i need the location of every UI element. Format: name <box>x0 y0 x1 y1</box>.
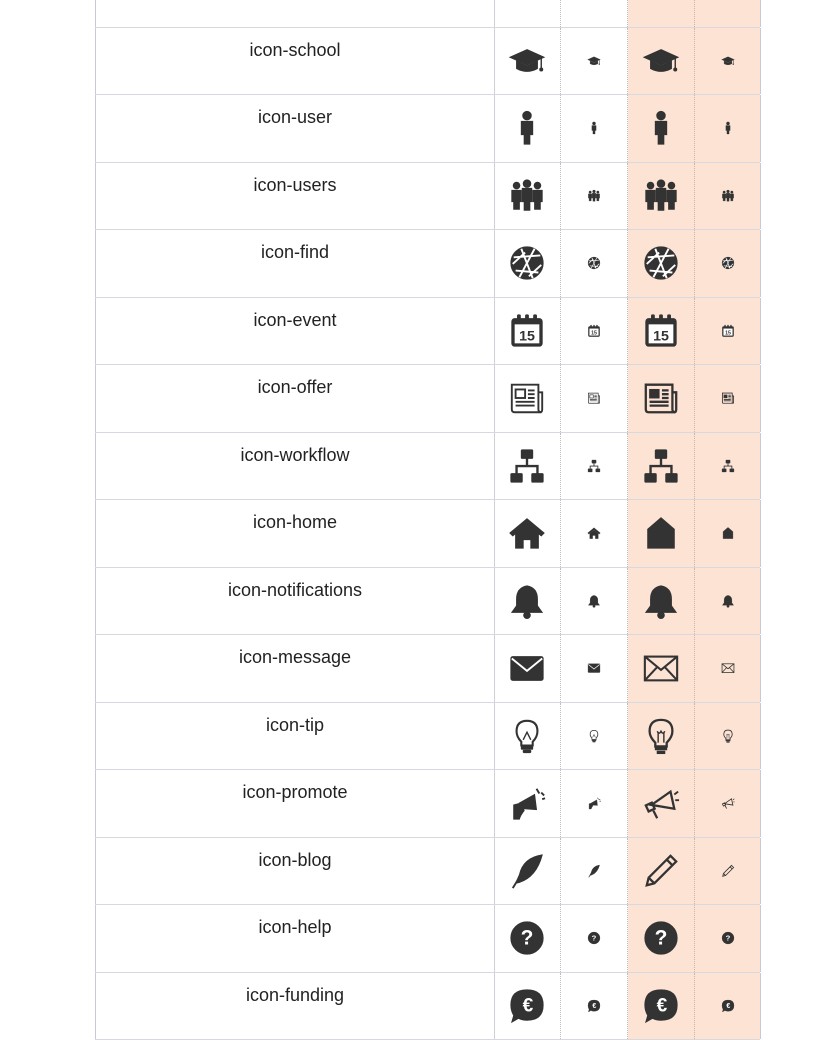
bell-icon <box>721 594 735 608</box>
icon-name-label: icon-blog <box>96 850 494 871</box>
icon-name-label: icon-message <box>96 647 494 668</box>
alt-preview-large-cell <box>628 770 695 837</box>
graduation-cap-icon <box>508 42 546 80</box>
newspaper-outline-icon <box>721 391 735 405</box>
alt-preview-small-cell <box>695 163 761 230</box>
preview-small-cell <box>561 433 628 500</box>
preview-small-cell <box>561 905 628 972</box>
icon-name-cell <box>95 365 495 432</box>
icon-name-cell <box>95 433 495 500</box>
alt-preview-small-cell <box>695 365 761 432</box>
table-row <box>95 163 760 231</box>
icon-name-label: icon-user <box>96 107 494 128</box>
alt-preview-large-cell <box>628 500 695 567</box>
icon-name-label: icon-users <box>96 175 494 196</box>
svg-text:?: ? <box>725 934 730 943</box>
alt-preview-large-cell <box>628 365 695 432</box>
alt-preview-large-cell <box>628 703 695 770</box>
envelope-solid-icon <box>508 649 546 687</box>
graduation-cap-icon <box>721 54 735 68</box>
bell-icon <box>508 582 546 620</box>
feather-icon <box>508 852 546 890</box>
calendar-15-icon <box>508 312 546 350</box>
icon-name-label: icon-find <box>96 242 494 263</box>
icon-table <box>95 0 760 1040</box>
table-row <box>95 95 760 163</box>
preview-small-cell <box>561 298 628 365</box>
preview-large-cell <box>494 28 561 95</box>
preview-large-cell <box>494 838 561 905</box>
newspaper-outline-icon <box>642 379 680 417</box>
alt-preview-large-cell <box>628 298 695 365</box>
icon-name-cell <box>95 95 495 162</box>
calendar-15-icon <box>642 312 680 350</box>
pencil-icon <box>642 852 680 890</box>
euro-bubble-icon <box>508 987 546 1025</box>
question-circle-icon <box>642 919 680 957</box>
table-row <box>95 500 760 568</box>
table-row <box>95 635 760 703</box>
question-circle-icon <box>587 931 601 945</box>
newspaper-icon <box>508 379 546 417</box>
euro-bubble-icon <box>587 999 601 1013</box>
table-row <box>95 973 760 1040</box>
preview-small-cell <box>561 500 628 567</box>
table-row <box>95 298 760 366</box>
house-solid-icon <box>721 526 735 540</box>
icon-name-cell <box>95 0 495 27</box>
svg-text:15: 15 <box>653 328 669 344</box>
globe-network-icon <box>642 244 680 282</box>
alt-preview-large-cell <box>628 433 695 500</box>
preview-large-cell <box>494 433 561 500</box>
svg-text:?: ? <box>521 927 534 950</box>
house-solid-icon <box>642 514 680 552</box>
icon-name-cell <box>95 230 495 297</box>
icon-name-label: icon-tip <box>96 715 494 736</box>
alt-preview-large-cell <box>628 973 695 1040</box>
table-row <box>95 770 760 838</box>
icon-name-cell <box>95 298 495 365</box>
preview-large-cell <box>494 298 561 365</box>
house-icon <box>587 526 601 540</box>
megaphone-outline-icon <box>642 784 680 822</box>
alt-preview-small-cell <box>695 230 761 297</box>
icon-name-label: icon-help <box>96 917 494 938</box>
alt-preview-large-cell <box>628 95 695 162</box>
lightbulb-icon <box>508 717 546 755</box>
alt-preview-small-cell <box>695 0 761 27</box>
preview-small-cell <box>561 635 628 702</box>
question-circle-icon <box>721 931 735 945</box>
alt-preview-small-cell <box>695 95 761 162</box>
icon-name-cell <box>95 973 495 1040</box>
user-icon <box>642 109 680 147</box>
svg-text:€: € <box>592 1003 596 1010</box>
pencil-icon <box>721 864 735 878</box>
alt-preview-large-cell <box>628 28 695 95</box>
icon-name-cell <box>95 770 495 837</box>
table-row <box>95 568 760 636</box>
preview-small-cell <box>561 703 628 770</box>
svg-text:15: 15 <box>519 328 535 344</box>
sitemap-icon <box>508 447 546 485</box>
preview-small-cell <box>561 28 628 95</box>
bell-icon <box>587 594 601 608</box>
globe-network-icon <box>508 244 546 282</box>
alt-preview-large-cell <box>628 905 695 972</box>
table-row <box>95 0 760 28</box>
user-icon <box>587 121 601 135</box>
bell-icon <box>642 582 680 620</box>
icon-name-cell <box>95 568 495 635</box>
icon-name-cell <box>95 703 495 770</box>
icon-name-cell <box>95 163 495 230</box>
table-row <box>95 433 760 501</box>
icon-name-cell <box>95 838 495 905</box>
preview-small-cell <box>561 838 628 905</box>
car-icon <box>642 0 680 12</box>
lightbulb-outline-icon <box>642 717 680 755</box>
preview-large-cell <box>494 500 561 567</box>
preview-small-cell <box>561 163 628 230</box>
preview-large-cell <box>494 770 561 837</box>
graduation-cap-icon <box>587 54 601 68</box>
user-icon <box>508 109 546 147</box>
graduation-cap-icon <box>642 42 680 80</box>
icon-name-label: icon-funding <box>96 985 494 1006</box>
alt-preview-large-cell <box>628 838 695 905</box>
alt-preview-small-cell <box>695 568 761 635</box>
icon-name-cell <box>95 635 495 702</box>
svg-text:€: € <box>726 1003 730 1010</box>
envelope-solid-icon <box>587 661 601 675</box>
icon-name-label: icon-home <box>96 512 494 533</box>
envelope-outline-icon <box>721 661 735 675</box>
svg-text:€: € <box>657 995 668 1016</box>
euro-bubble-icon <box>642 987 680 1025</box>
alt-preview-large-cell <box>628 568 695 635</box>
newspaper-icon <box>587 391 601 405</box>
sitemap-icon <box>721 459 735 473</box>
svg-text:15: 15 <box>725 330 731 336</box>
icon-name-label: icon-workflow <box>96 445 494 466</box>
preview-small-cell <box>561 0 628 27</box>
alt-preview-small-cell <box>695 703 761 770</box>
calendar-15-icon <box>721 324 735 338</box>
table-row <box>95 28 760 96</box>
preview-large-cell <box>494 635 561 702</box>
icon-name-label: icon-school <box>96 40 494 61</box>
alt-preview-small-cell <box>695 500 761 567</box>
svg-text:?: ? <box>655 927 668 950</box>
icon-name-label: icon-offer <box>96 377 494 398</box>
preview-large-cell <box>494 95 561 162</box>
icon-name-cell <box>95 500 495 567</box>
house-icon <box>508 514 546 552</box>
car-icon <box>508 0 546 12</box>
preview-small-cell <box>561 973 628 1040</box>
preview-large-cell <box>494 568 561 635</box>
alt-preview-small-cell <box>695 433 761 500</box>
svg-text:?: ? <box>592 934 597 943</box>
alt-preview-small-cell <box>695 28 761 95</box>
table-row <box>95 230 760 298</box>
megaphone-outline-icon <box>721 796 735 810</box>
user-icon <box>721 121 735 135</box>
alt-preview-small-cell <box>695 298 761 365</box>
alt-preview-large-cell <box>628 635 695 702</box>
preview-large-cell <box>494 365 561 432</box>
preview-large-cell <box>494 163 561 230</box>
euro-bubble-icon <box>721 999 735 1013</box>
preview-small-cell <box>561 230 628 297</box>
question-circle-icon <box>508 919 546 957</box>
icon-name-cell <box>95 905 495 972</box>
sitemap-icon <box>642 447 680 485</box>
table-row <box>95 905 760 973</box>
alt-preview-small-cell <box>695 635 761 702</box>
table-row <box>95 703 760 771</box>
icon-name-cell <box>95 28 495 95</box>
alt-preview-large-cell <box>628 163 695 230</box>
alt-preview-large-cell <box>628 0 695 27</box>
users-icon <box>508 177 546 215</box>
icon-name-label: icon-promote <box>96 782 494 803</box>
calendar-15-icon <box>587 324 601 338</box>
feather-icon <box>587 864 601 878</box>
svg-text:€: € <box>523 995 534 1016</box>
alt-preview-large-cell <box>628 230 695 297</box>
users-icon <box>721 189 735 203</box>
icon-name-label: icon-notifications <box>96 580 494 601</box>
sitemap-icon <box>587 459 601 473</box>
preview-small-cell <box>561 95 628 162</box>
alt-preview-small-cell <box>695 838 761 905</box>
envelope-outline-icon <box>642 649 680 687</box>
alt-preview-small-cell <box>695 973 761 1040</box>
alt-preview-small-cell <box>695 905 761 972</box>
alt-preview-small-cell <box>695 770 761 837</box>
preview-small-cell <box>561 770 628 837</box>
globe-network-icon <box>721 256 735 270</box>
lightbulb-outline-icon <box>721 729 735 743</box>
megaphone-hand-icon <box>587 796 601 810</box>
preview-small-cell <box>561 365 628 432</box>
lightbulb-icon <box>587 729 601 743</box>
globe-network-icon <box>587 256 601 270</box>
preview-small-cell <box>561 568 628 635</box>
table-row <box>95 365 760 433</box>
preview-large-cell <box>494 905 561 972</box>
preview-large-cell <box>494 703 561 770</box>
users-icon <box>642 177 680 215</box>
icon-name-label: icon-event <box>96 310 494 331</box>
users-icon <box>587 189 601 203</box>
megaphone-hand-icon <box>508 784 546 822</box>
preview-large-cell <box>494 973 561 1040</box>
preview-large-cell <box>494 0 561 27</box>
svg-text:15: 15 <box>591 330 597 336</box>
table-row <box>95 838 760 906</box>
preview-large-cell <box>494 230 561 297</box>
